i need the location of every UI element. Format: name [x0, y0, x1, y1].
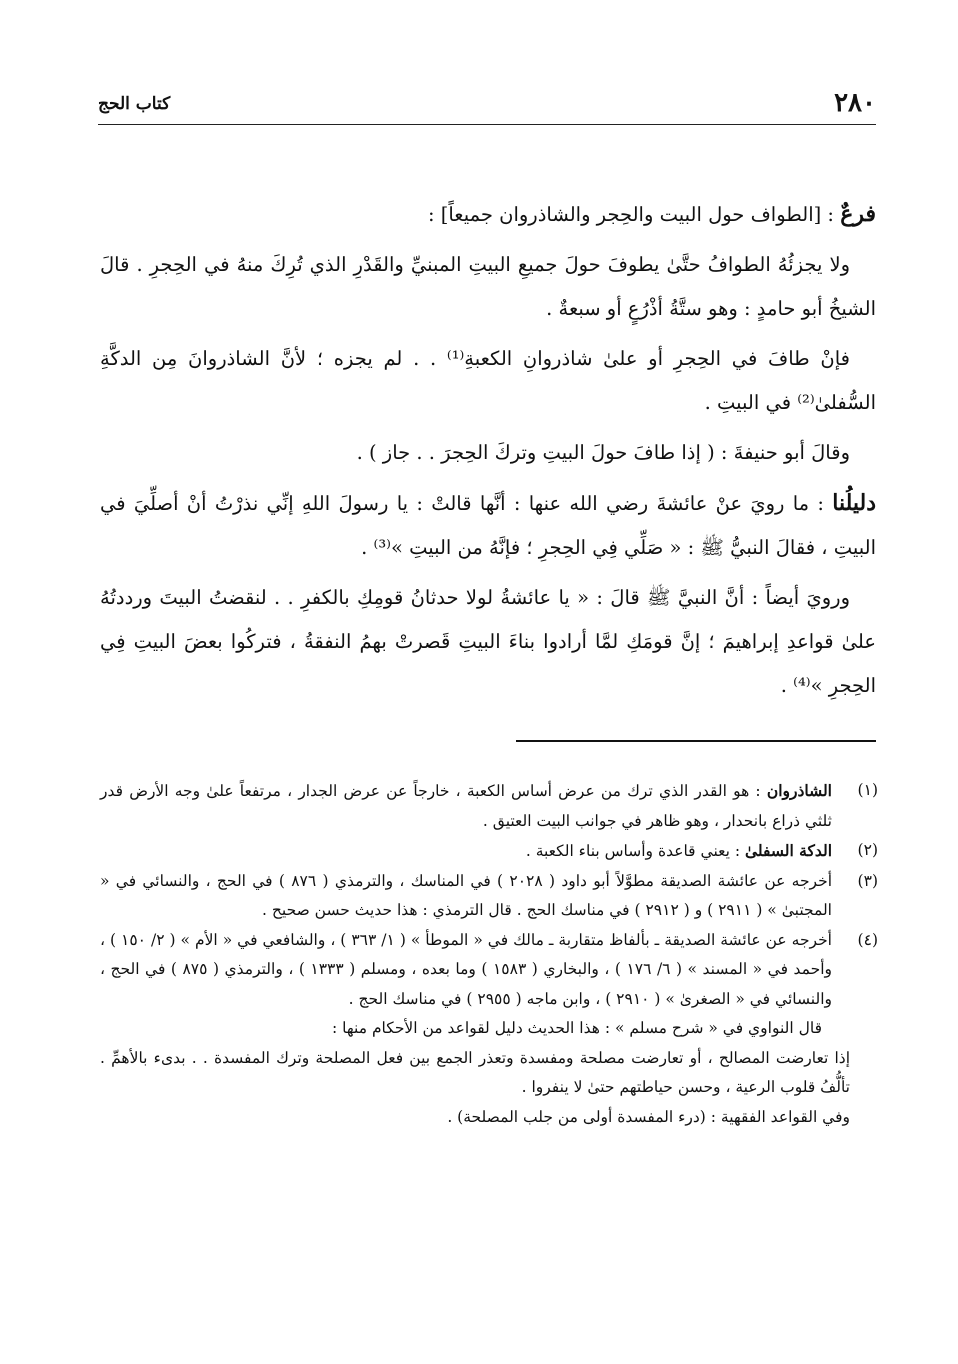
footnote-body: : يعني قاعدة وأساس بناء الكعبة .	[525, 842, 745, 860]
footnote-number: (١)	[857, 781, 878, 799]
footnote-2	[100, 836, 878, 867]
section-heading	[100, 192, 876, 237]
footnote-body: : هو القدر الذي ترك من عرض أساس الكعبة ، خارجاً عن عرض الجدار ، مرتفعاً علىٰ وجه الأرض قدر ثلثي ذراع بانحدار ، وهو ظاهر في جوانب البيت العتيق .	[100, 782, 832, 830]
dalil-label: دليلُنا	[832, 490, 876, 516]
footnotes	[100, 776, 878, 1132]
footnote-note-2: إذا تعارضت المصالح ، أو تعارضت مصلحة ومفسدة وتعذر الجمع بين فعل المصلحة وترك المفسدة . . بدىء بالأهمِّ . تألُّفُ قلوب الرعية ، وحسن حياطتهم حتىٰ لا ينفروا .	[100, 1048, 850, 1096]
footnote-1	[100, 776, 878, 836]
footnote-text	[100, 776, 832, 836]
footnote-3	[100, 867, 878, 926]
main-text	[100, 192, 876, 714]
footnote-body: أخرجه عن عائشة الصديقة ـ بألفاظ متقاربة ـ مالك في « الموطأ » ( ١/ ٣٦٣ ) ، والشافعي في « الأم » ( ٢/ ١٥٠ ) ، وأحمد في « المسند » ( ٦/ ١٧٦ ) ، والبخاري ( ١٥٨٣ ) وما بعده ، ومسلم ( ١٣٣٣ ) ، والترمذي ( ٨٧٥ ) في الحج ، والنسائي في « الصغرىٰ » ( ٢٩١٠ ) ، وابن ماجه ( ٢٩٥٥ ) في مناسك الحج .	[100, 930, 832, 1008]
footnote-text	[100, 836, 832, 867]
paragraph-1: ولا يجزئُهُ الطوافُ حتَّىٰ يطوفَ حولَ جميعِ البيتِ المبنيِّ والقَدْرِ الذي تُرِكَ منهُ في الحِجرِ . قالَ الشيخُ أبو حامدٍ : وهو ستَّةُ أذْرُعٍ أو سبعةٌ .	[100, 253, 876, 320]
paragraph-4-text: : ما رويَ عنْ عائشةَ رضي الله عنها : أنَّها قالتْ : يا رسولَ اللهِ إنِّي نذرْتُ أنْ أصلِّيَ في البيتِ ، فقالَ النبيُّ ﷺ : « صَلِّي فِي الحِجرِ ؛ فإنَّهُ من البيتِ »⁽³⁾ .	[100, 492, 876, 559]
footnote-body: أخرجه عن عائشة الصديقة مطوَّلاً أبو داود ( ٢٠٢٨ ) في المناسك ، والترمذي ( ٨٧٦ ) في الحج ، والنسائي في « المجتبىٰ » ( ٢٩١١ ) و ( ٢٩١٢ ) في مناسك الحج . قال الترمذي : هذا حديث حسن صحيح .	[100, 871, 832, 919]
paragraph-4	[100, 481, 876, 570]
running-title: كتاب الحج	[98, 94, 171, 114]
footnote-separator	[516, 740, 876, 742]
footnote-4	[100, 926, 878, 1015]
section-label: فرعٌ	[840, 201, 876, 227]
page-header	[98, 88, 876, 125]
footnote-term: الدكة السفلىٰ	[745, 841, 832, 860]
footnote-number: (٣)	[857, 871, 878, 890]
page-number: ٢٨٠	[834, 88, 876, 118]
paragraph-3: وقالَ أبو حنيفةَ : ( إذا طافَ حولَ البيتِ وتركَ الحِجرَ . . جاز ) .	[356, 441, 850, 464]
section-title: : [الطواف حول البيت والحِجر والشاذروان جميعاً] :	[427, 203, 841, 226]
footnote-number: (٢)	[857, 841, 878, 859]
footnote-term: الشاذروان	[766, 781, 832, 800]
footnote-note-3: وفي القواعد الفقهية : (درء المفسدة أولى من جلب المصلحة) .	[447, 1107, 850, 1126]
paragraph-2: فإنْ طافَ في الحِجرِ أو علىٰ شاذروانِ الكعبةِ⁽¹⁾ . . لم يجزه ؛ لأنَّ الشاذروانَ مِن الدكَّةِ السُّفلىٰ⁽²⁾ في البيتِ .	[100, 347, 876, 414]
footnote-note-1: قال النواوي في « شرح مسلم » : هذا الحديث دليل لقواعد من الأحكام منها :	[332, 1019, 822, 1037]
footnote-number: (٤)	[857, 930, 878, 949]
paragraph-5: ورويَ أيضاً : أنَّ النبيَّ ﷺ قالَ : « يا عائشةُ لولا حدثانُ قومِكِ بالكفرِ . . لنقضتُ البيتَ ورددتُهُ علىٰ قواعدِ إبراهيمَ ؛ إنَّ قومَكِ لمَّا أرادوا بناءَ البيتِ قَصرتْ بهمُ النفقةُ ، فتركُوا بعضَ البيتِ فِي الحِجرِ »⁽⁴⁾ .	[100, 586, 876, 697]
